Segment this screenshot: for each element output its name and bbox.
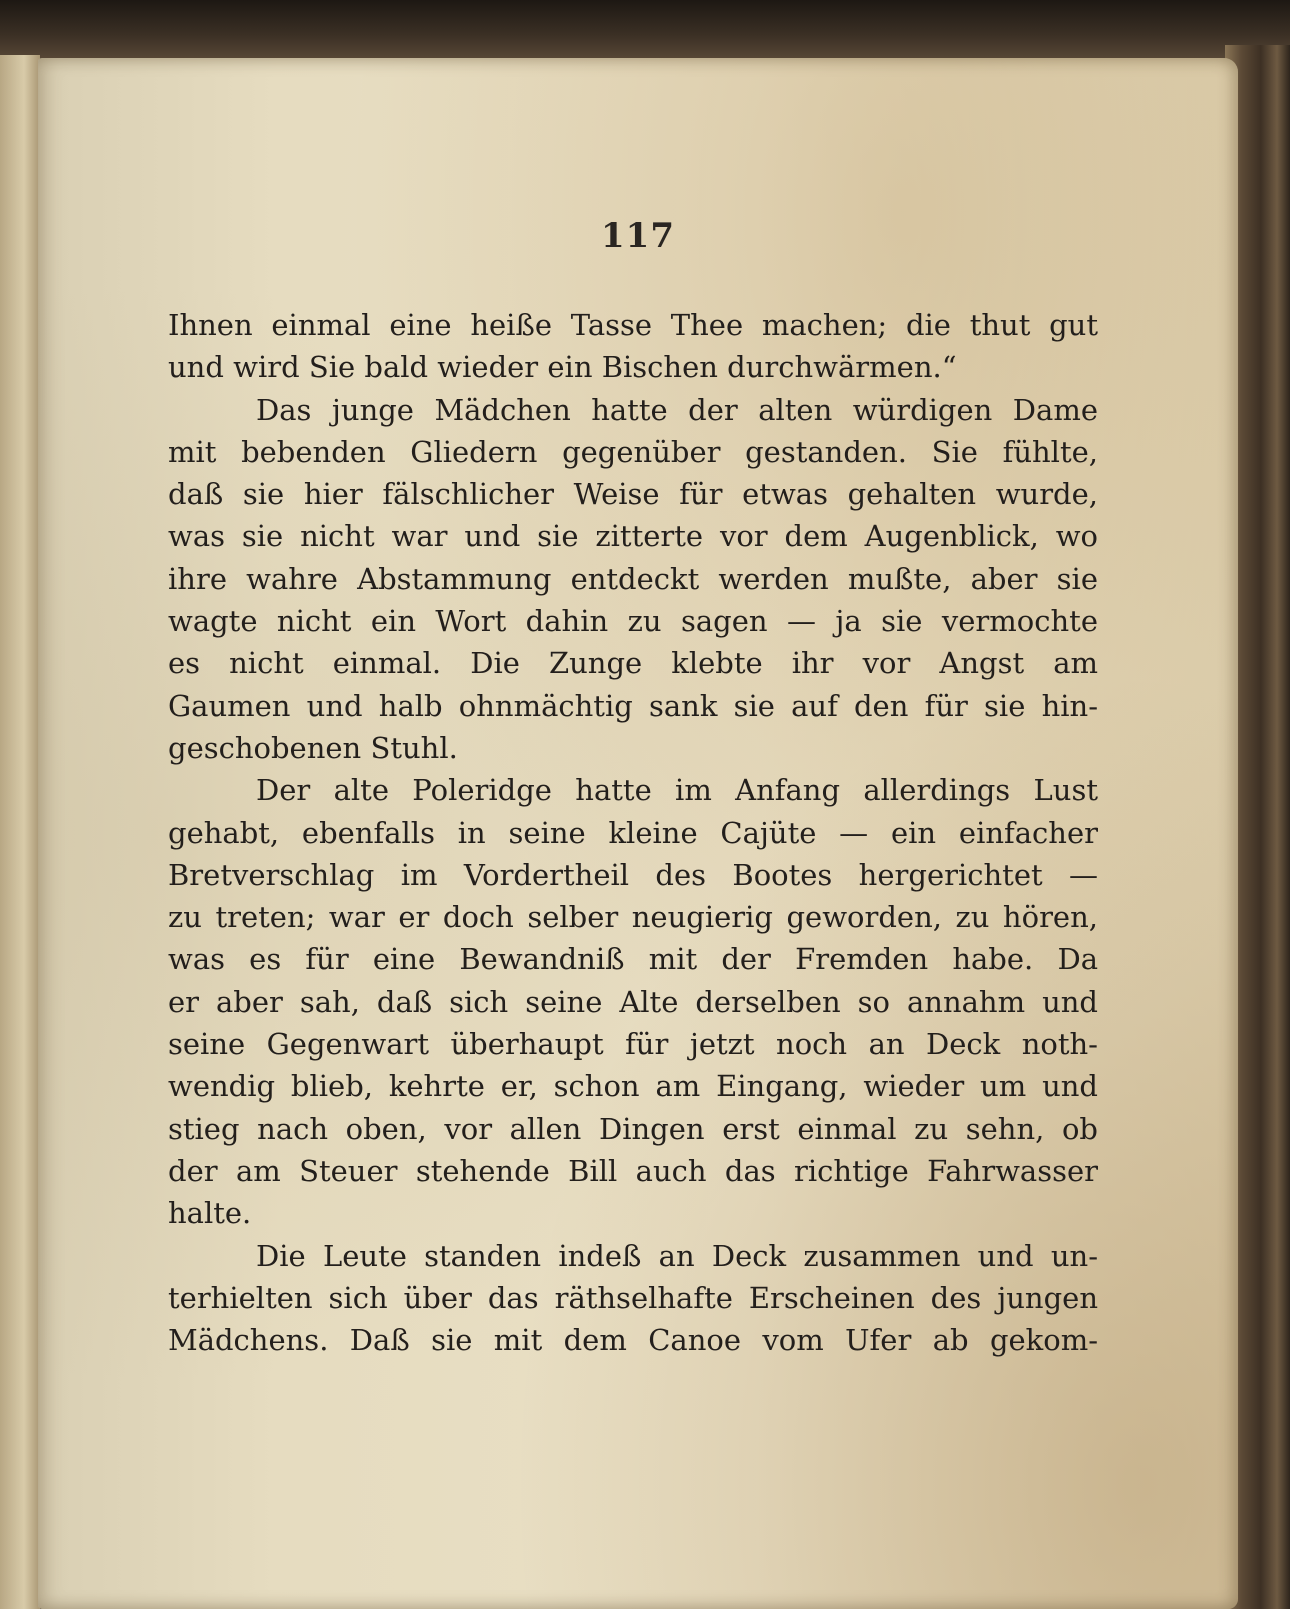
text-line: es nicht einmal. Die Zunge klebte ihr vor Angst am	[168, 646, 1098, 681]
facing-page-edge	[0, 55, 40, 1609]
text-line: und wird Sie bald wieder ein Bischen durchwärmen.“	[168, 350, 957, 385]
text-line: was sie nicht war und sie zitterte vor dem Augenblick, wo	[168, 519, 1098, 554]
text-line: wagte nicht ein Wort dahin zu sagen — ja sie vermochte	[168, 604, 1098, 639]
text-line: geschobenen Stuhl.	[168, 730, 458, 765]
text-line: ihre wahre Abstammung entdeckt werden mußte, aber sie	[168, 561, 1098, 596]
text-line: gehabt, ebenfalls in seine kleine Cajüte — ein einfacher	[168, 815, 1098, 850]
text-line: zu treten; war er doch selber neugierig geworden, zu hören,	[168, 900, 1098, 935]
text-line: daß sie hier fälschlicher Weise für etwas gehalten wurde,	[168, 477, 1098, 512]
book-cover-top-edge	[0, 0, 1290, 62]
text-line: Die Leute standen indeß an Deck zusammen und un-	[256, 1238, 1098, 1273]
text-line: mit bebenden Gliedern gegenüber gestanden. Sie fühlte,	[168, 434, 1098, 469]
text-line: der am Steuer stehende Bill auch das richtige Fahrwasser	[168, 1153, 1098, 1188]
text-line: Der alte Poleridge hatte im Anfang allerdings Lust	[256, 773, 1098, 808]
text-line: seine Gegenwart überhaupt für jetzt noch an Deck noth-	[168, 1027, 1098, 1062]
text-line: stieg nach oben, vor allen Dingen erst einmal zu sehn, ob	[168, 1111, 1098, 1146]
text-line: Mädchens. Daß sie mit dem Canoe vom Ufer ab gekom-	[168, 1323, 1098, 1358]
body-text	[168, 304, 1098, 1361]
text-line: Ihnen einmal eine heiße Tasse Thee machen; die thut gut	[168, 308, 1098, 342]
text-line: terhielten sich über das räthselhafte Erscheinen des jungen	[168, 1280, 1098, 1315]
text-line: Gaumen und halb ohnmächtig sank sie auf den für sie hin-	[168, 688, 1098, 723]
text-line: wendig blieb, kehrte er, schon am Eingang, wieder um und	[168, 1069, 1098, 1104]
text-line: halte.	[168, 1196, 252, 1231]
text-line: was es für eine Bewandniß mit der Fremden habe. Da	[168, 942, 1098, 977]
text-line: Bretverschlag im Vordertheil des Bootes hergerichtet —	[168, 857, 1098, 892]
book-page	[38, 58, 1238, 1609]
text-line: Das junge Mädchen hatte der alten würdigen Dame	[256, 392, 1098, 427]
page-number: 117	[601, 216, 675, 256]
text-line: er aber sah, daß sich seine Alte derselben so annahm und	[168, 984, 1098, 1019]
